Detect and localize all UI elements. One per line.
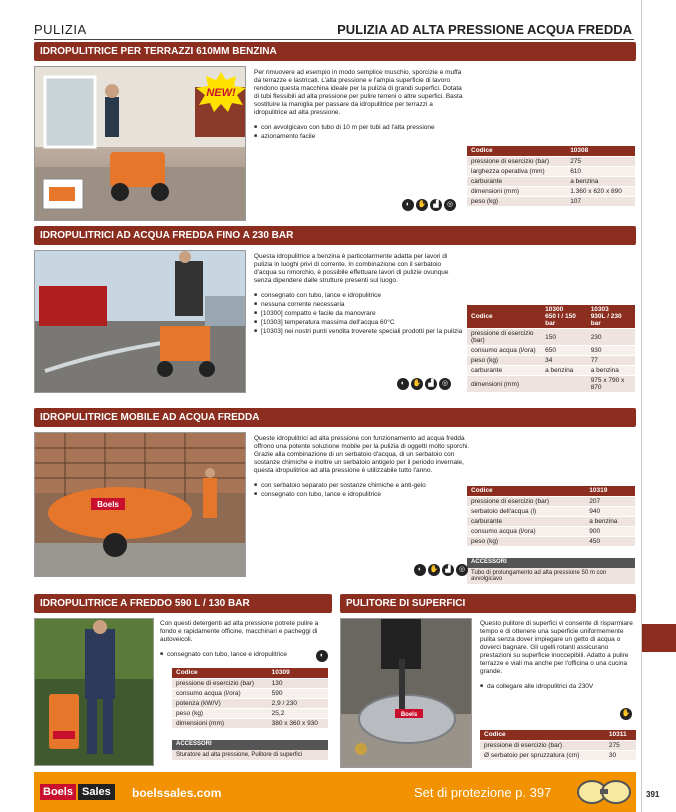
bullet: ■ da collegare alle idropulitrici da 230V	[480, 682, 636, 691]
boels-logo-text: Boels	[400, 712, 418, 718]
accessories-box-s4	[172, 740, 328, 760]
table-cell: 930	[587, 346, 635, 356]
page-number: 391	[646, 790, 660, 799]
boels-logo-text: Boels	[97, 500, 119, 509]
section-bar-surface-cleaner: PULITORE DI SUPERFICI	[340, 594, 636, 613]
section1-description	[254, 69, 464, 141]
table-cell: serbatoio dell'acqua (l)	[467, 506, 585, 516]
table-cell: peso (kg)	[467, 196, 566, 206]
table-cell: 30	[605, 750, 636, 760]
page-edge	[641, 0, 676, 812]
table-cell: pressione di esercizio (bar)	[467, 329, 541, 346]
table-cell: 107	[566, 196, 635, 206]
section-bar-cold-water-230: IDROPULITRICI AD ACQUA FREDDA FINO A 230 BAR	[34, 226, 636, 245]
table-cell: 975 x 790 x 870	[587, 376, 635, 393]
section2-bullets	[254, 291, 464, 336]
table-header: 10303 930L / 230 bar	[587, 305, 635, 329]
mobile-washer-photo	[34, 432, 246, 577]
bullet: ■ azionamento facile	[254, 132, 464, 141]
page-title: PULIZIA AD ALTA PRESSIONE ACQUA FREDDA	[337, 22, 632, 37]
safety-icons	[414, 564, 468, 576]
website-link[interactable]: boelssales.com	[132, 786, 222, 800]
table-cell: peso (kg)	[467, 536, 585, 546]
ear-protection-icon: ◐	[316, 650, 328, 662]
table-cell: larghezza operativa (mm)	[467, 166, 566, 176]
compact-washer-photo	[34, 618, 154, 766]
table-cell: 2,9 / 230	[268, 698, 328, 708]
section4-bullets	[160, 650, 328, 659]
ear-protection-icon: ◐	[402, 199, 414, 211]
table-header: Codice	[467, 486, 585, 496]
gloves-icon: ✋	[428, 564, 440, 576]
table-cell: 25,2	[268, 708, 328, 718]
table-cell: carburante	[467, 366, 541, 376]
table-cell	[541, 376, 587, 393]
goggles-icon: ◎	[456, 564, 468, 576]
table-header: Codice	[467, 146, 566, 156]
table-cell: a benzina	[566, 176, 635, 186]
table-cell: a benzina	[541, 366, 587, 376]
table-cell: consumo acqua (l/ora)	[172, 688, 268, 698]
bullet: ■ [10300] compatto e facile da manovrare	[254, 309, 464, 318]
safety-goggles-icon	[574, 776, 634, 808]
table-cell: peso (kg)	[467, 356, 541, 366]
table-header: 10311	[605, 730, 636, 740]
table-cell: 34	[541, 356, 587, 366]
table-header: 10319	[585, 486, 635, 496]
table-cell: pressione di esercizio (bar)	[172, 678, 268, 688]
table-cell: 77	[587, 356, 635, 366]
spec-table-10309	[172, 668, 328, 729]
section5-description	[480, 620, 636, 691]
spec-table-10308	[467, 146, 635, 207]
table-cell: pressione di esercizio (bar)	[467, 496, 585, 506]
table-header: 10300 650 l / 150 bar	[541, 305, 587, 329]
gloves-icon: ✋	[416, 199, 428, 211]
sales-logo: Sales	[78, 784, 115, 800]
table-cell: peso (kg)	[172, 708, 268, 718]
bullet: ■ con avvolgicavo con tubo di 10 m per tubi ad l'alta pressione	[254, 123, 464, 132]
footer-banner	[34, 772, 636, 812]
section3-description	[254, 435, 479, 499]
bullet: ■ nessuna corrente necessaria	[254, 300, 464, 309]
table-header: Codice	[480, 730, 605, 740]
table-cell: consumo acqua (l/ora)	[467, 526, 585, 536]
surface-cleaner-photo	[340, 618, 472, 768]
section3-bullets	[254, 481, 479, 499]
section1-text: Per rimuovere ad esempio in modo semplice muschio, sporcizie e muffa da terrazze e lastricati. L'alta pressione e l'ampia superficie di lavoro rendono questa macchina ideale per la pulizia di grandi superfici. Dotata di tubi flessibili ad alta pressione per pulire terreni o altre superfici. Basta sostituire la maniglia per passare da idropulitrice per terrazzi a idropulitrice ad alta pressione.	[254, 69, 463, 116]
header-divider	[34, 39, 634, 40]
section2-description	[254, 253, 464, 336]
table-cell: dimensioni (mm)	[467, 186, 566, 196]
safety-icons	[402, 199, 456, 211]
section1-bullets	[254, 123, 464, 141]
bullet: ■ [10303] temperatura massima dell'acqua 60°C	[254, 318, 464, 327]
section-bar-cold-590: IDROPULITRICE A FREDDO 590 L / 130 BAR	[34, 594, 332, 613]
table-cell: carburante	[467, 176, 566, 186]
ear-protection-icon: ◐	[414, 564, 426, 576]
table-cell: 650	[541, 346, 587, 356]
spec-table-10311	[480, 730, 636, 761]
table-cell: dimensioni (mm)	[467, 376, 541, 393]
category-label: PULIZIA	[34, 22, 87, 37]
section4-text: Con questi detergenti ad alta pressione potrete pulire a fondo e rapidamente officine, macchinari e pacheggi di autoveicoli.	[160, 620, 319, 643]
accessories-text: Tubo di prolungamento ad alta pressione 50 m con avvolgicavo	[467, 568, 635, 584]
section-bar-mobile-cold-water: IDROPULITRICE MOBILE AD ACQUA FREDDA	[34, 408, 636, 427]
accessories-box-s3	[467, 558, 635, 584]
table-cell: pressione di esercizio (bar)	[480, 740, 605, 750]
protection-set-note: Set di protezione p. 397	[414, 785, 552, 800]
table-header: Codice	[467, 305, 541, 329]
bullet: ■ con serbatoio separato per sostanze chimiche e anti-gelo	[254, 481, 479, 490]
ear-protection-icon: ◐	[397, 378, 409, 390]
table-cell: dimensioni (mm)	[172, 718, 268, 728]
table-cell: 275	[605, 740, 636, 750]
new-badge	[196, 72, 246, 112]
section3-text: Queste idropulitrici ad alta pressione con funzionamento ad acqua fredda offrono una potente soluzione mobile per la pulizia di oggetti molto sporchi. Grazie alla combinazione di un serbatoio d'acqua, di un serbatoio con sostanze chimiche e inoltre un serbatoio antigelo per il periodo invernale, questa idropulitrice ad alta pressione è utilizzabile tutto l'anno.	[254, 435, 470, 474]
table-cell: a benzina	[587, 366, 635, 376]
table-cell: 1.360 x 620 x 890	[566, 186, 635, 196]
table-cell: 900	[585, 526, 635, 536]
goggles-icon: ◎	[439, 378, 451, 390]
boels-logo: Boels	[40, 784, 76, 800]
bullet: ■ consegnato con tubo, lance e idropulitrice	[254, 291, 464, 300]
section2-text: Questa idropulitrice a benzina è particolarmente adatta per lavori di pulizia in luoghi privi di corrente. In combinazione con il serbatoio d'acqua su rimorchio, è possibile effettuare lavori di pulizie ovunque senza dipendere dalle strutture presenti sul luogo.	[254, 253, 449, 284]
table-cell: 230	[587, 329, 635, 346]
table-cell: 940	[585, 506, 635, 516]
spec-table-10319	[467, 486, 635, 547]
safety-icons	[397, 378, 451, 390]
accessories-title: ACCESSORI	[172, 740, 328, 750]
gloves-icon: ✋	[411, 378, 423, 390]
section-bar-terrace-cleaner: IDROPULITRICE PER TERRAZZI 610MM BENZINA	[34, 42, 636, 61]
table-cell: 380 x 360 x 930	[268, 718, 328, 728]
accessories-text: Sturatore ad alta pressione, Pulitore di superfici	[172, 750, 328, 760]
table-cell: 150	[541, 329, 587, 346]
bullet: ■ [10303] nei nostri punti vendita troverete speciali prodotti per la pulizia	[254, 327, 464, 336]
safety-icons	[316, 650, 328, 662]
table-cell: 610	[566, 166, 635, 176]
boots-icon: ▟	[442, 564, 454, 576]
table-cell: potenza (kW/V)	[172, 698, 268, 708]
safety-icons	[620, 708, 632, 720]
table-cell: carburante	[467, 516, 585, 526]
section5-text: Questo pulitore di superfici vi consente di risparmiare tempo e di ottenere una superficie uniformemente pulita senza dover impiegare un getto di acqua o doverci bagnare. Gli ugelli rotanti assicurano prestazioni su superficie inoccepibili. Adatto a pulire terrazze e viali ma anche per l'officina o una cucina grande.	[480, 620, 633, 675]
table-cell: Ø serbatoio per spruzzatura (cm)	[480, 750, 605, 760]
accessories-title: ACCESSORI	[467, 558, 635, 568]
table-header: Codice	[172, 668, 268, 678]
section-tab	[642, 624, 676, 652]
gloves-icon: ✋	[620, 708, 632, 720]
boots-icon: ▟	[425, 378, 437, 390]
section5-bullets	[480, 682, 636, 691]
boots-icon: ▟	[430, 199, 442, 211]
pressure-washer-photo	[34, 250, 246, 393]
table-cell: pressione di esercizio (bar)	[467, 156, 566, 166]
table-cell: 450	[585, 536, 635, 546]
bullet: ■ consegnato con tubo, lance e idropulitrice	[254, 490, 479, 499]
table-header: 10309	[268, 668, 328, 678]
bullet: ■ consegnato con tubo, lance e idropulitrice	[160, 650, 328, 659]
goggles-icon: ◎	[444, 199, 456, 211]
section4-description	[160, 620, 328, 659]
table-cell: a benzina	[585, 516, 635, 526]
table-cell: 590	[268, 688, 328, 698]
new-badge-text: NEW!	[206, 87, 236, 99]
table-cell: 275	[566, 156, 635, 166]
table-cell: 130	[268, 678, 328, 688]
table-cell: consumo acqua (l/ora)	[467, 346, 541, 356]
table-cell: 207	[585, 496, 635, 506]
table-header: 10308	[566, 146, 635, 156]
spec-table-10300-10303	[467, 305, 635, 393]
